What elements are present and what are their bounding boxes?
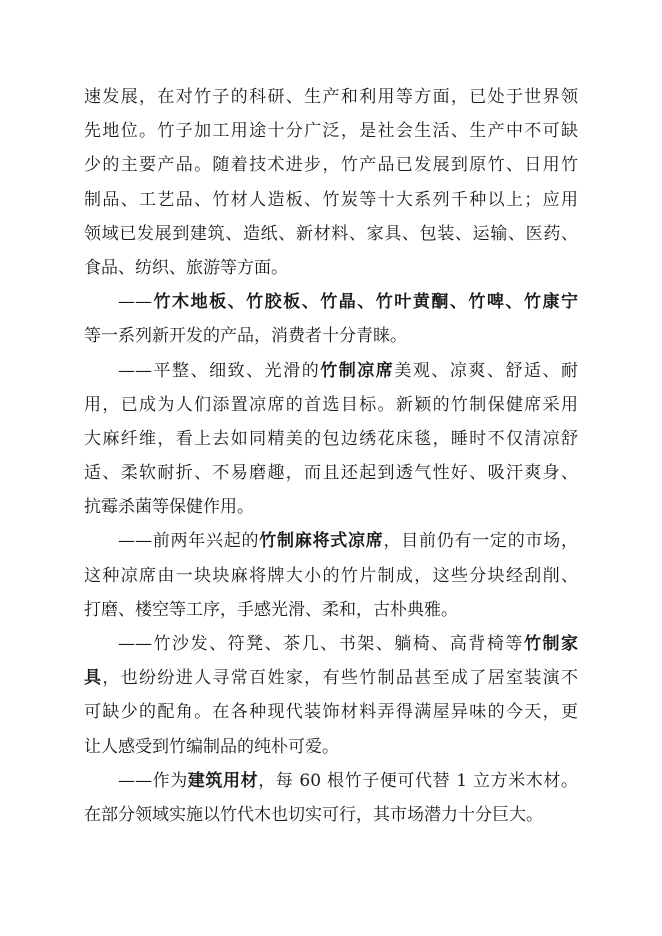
paragraph-start-building-material: ——作为建筑用材，每 60 根竹子便可代替 1 立方米木材。	[118, 770, 579, 791]
text-line: 速发展，在对竹子的科研、生产和利用等方面，已处于世界领	[84, 87, 578, 107]
text-line: 用，已成为人们添置凉席的首选目标。新颖的竹制保健席采用	[84, 394, 578, 415]
bold-term: 竹制麻将式凉席	[259, 531, 384, 552]
text-line: 先地位。竹子加工用途十分广泛，是社会生活、生产中不可缺	[84, 121, 578, 142]
paragraph-start-mahjong-mat: ——前两年兴起的竹制麻将式凉席，目前仍有一定的市场，	[118, 531, 578, 552]
document-page	[84, 80, 578, 832]
text-line: 抗霉杀菌等保健作用。	[84, 497, 254, 518]
text-line: 具，也纷纷进人寻常百姓家，有些竹制品甚至成了居室装演不	[84, 668, 579, 689]
text-line: 在部分领域实施以竹代木也切实可行，其市场潜力十分巨大。	[84, 804, 543, 825]
bold-term: 竹木地板、竹胶板、竹晶、竹叶黄酮、竹啤、竹康宁	[152, 292, 578, 313]
paragraph-start-bamboo-furniture: ——竹沙发、符凳、茶几、书架、躺椅、高背椅等竹制家	[118, 634, 579, 654]
bold-term: 竹制家	[523, 634, 579, 654]
paragraph-start-bamboo-products: ——竹木地板、竹胶板、竹晶、竹叶黄酮、竹啤、竹康宁	[118, 292, 578, 313]
text-line: 少的主要产品。随着技术进步，竹产品已发展到原竹、日用竹	[84, 155, 578, 176]
text-line: 食品、纺织、旅游等方面。	[84, 257, 288, 278]
text-line: 适、柔软耐折、不易磨趣，而且还起到透气性好、吸汗爽身、	[84, 463, 578, 484]
text-line: 打磨、楼空等工序，手感光滑、柔和，古朴典雅。	[84, 599, 458, 620]
bold-term: 竹制凉席	[320, 360, 395, 381]
text-line: 等一系列新开发的产品，消费者十分青睐。	[84, 326, 407, 347]
paragraph-start-bamboo-mat: ——平整、细致、光滑的竹制凉席美观、凉爽、舒适、耐	[118, 360, 579, 381]
text-line: 大麻纤维，看上去如同精美的包边绣花床毯，睡时不仅清凉舒	[84, 428, 578, 449]
text-line: 领域已发展到建筑、造纸、新材料、家具、包装、运输、医药、	[84, 223, 578, 244]
text-line: 这种凉席由一块块麻将牌大小的竹片制成，这些分块经刮削、	[84, 565, 578, 586]
bold-term: 建筑用材	[187, 770, 259, 791]
text-line: 可缺少的配角。在各种现代装饰材料弄得满屋异味的今天，更	[84, 702, 578, 723]
text-line: 制品、工艺品、竹材人造板、竹炭等十大系列千种以上；应用	[84, 189, 578, 210]
bold-term: 具	[84, 668, 103, 689]
text-line: 让人感受到竹编制品的纯朴可爱。	[84, 736, 339, 757]
